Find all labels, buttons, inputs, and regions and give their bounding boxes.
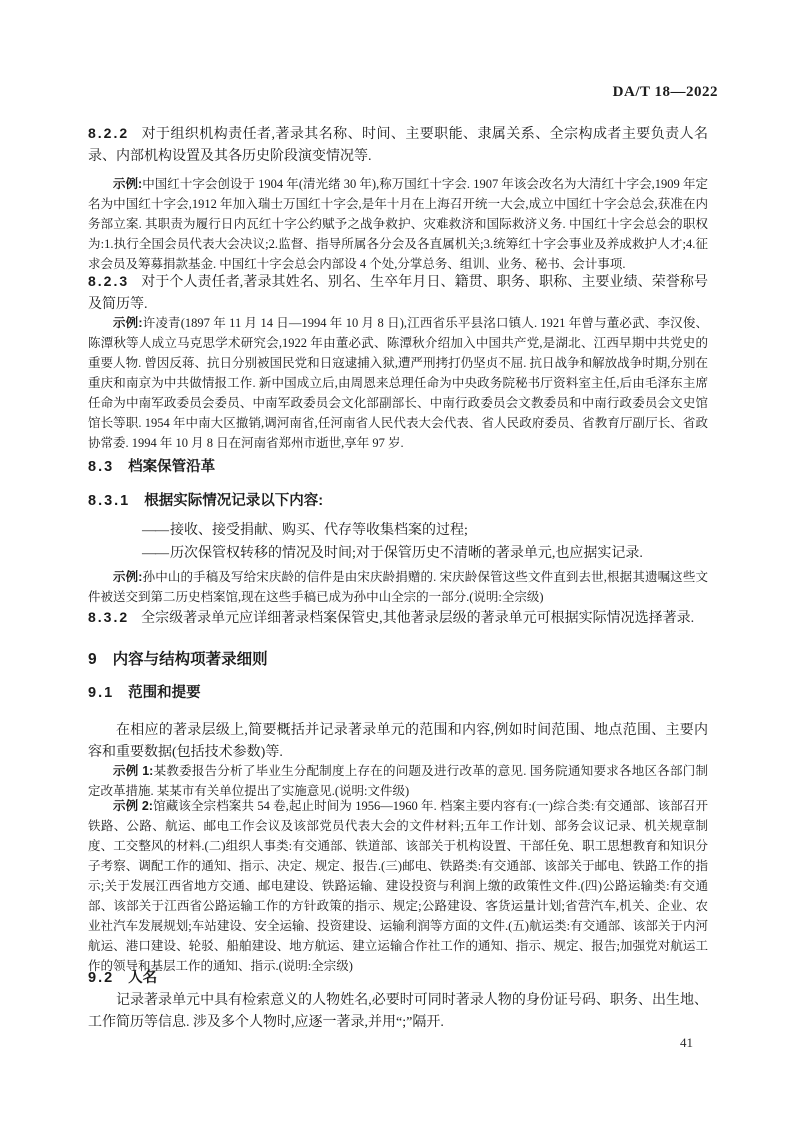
list-item-text: 接收、接受捐献、购买、代存等收集档案的过程; — [170, 523, 468, 538]
heading-number: 8.3.1 — [88, 493, 131, 509]
heading-8-3 — [88, 457, 708, 477]
example-label: 示例: — [113, 570, 143, 584]
clause-text: 对于个人责任者,著录其姓名、别名、生卒年月日、籍贯、职务、职称、主要业绩、荣誉称号及简历等. — [88, 275, 708, 312]
paragraph-9-2: 记录著录单元中具有检索意义的人物姓名,必要时可同时著录人物的身份证号码、职务、出生地、工作简历等信息. 涉及多个人物时,应逐一著录,并用“;”隔开. — [88, 993, 708, 1030]
dash-glyph: —— — [142, 546, 168, 561]
clause-text: 对于组织机构责任者,著录其名称、时间、主要职能、隶属关系、全宗构成者主要负责人名录、内部机构设置及其各历史阶段演变情况等. — [88, 127, 708, 164]
example-9-1-1 — [88, 761, 708, 801]
example-8-3-1 — [88, 567, 708, 607]
example-text: 中国红十字会创设于 1904 年(清光绪 30 年),称万国红十字会. 1907 年该会改名为大清红十字会,1909 年定名为中国红十字会,1912 年加入瑞士万国红十字会,是年十月在上海召开统一大会,成立中国红十字会总会,获准在内务部立案. 其职责为履行日内瓦红十字公约赋予之战争救护、灾难救济和国际救济义务. 中国红十字会总会的职权为:1.执行全国会员代表大会决议;2.监督、指导所属各分会及各直属机关;3.统筹红十字会事业及养成救护人才;4.征求会员及筹募捐款基金. 中国红十字会总会内部设 4 个处,分掌总务、组训、业务、秘书、会计事项. — [88, 177, 708, 271]
example-label: 示例 1: — [113, 764, 154, 778]
example-text: 馆藏该全宗档案共 54 卷,起止时间为 1956—1960 年. 档案主要内容有:(一)综合类:有交通部、该部召开铁路、公路、航运、邮电工作会议及该部党员代表大会的文件材料;五年工作计划、部务会议记录、机关规章制度、工交整风的材料.(二)组织人事类:有交通部、铁道部、该部关于机构设置、干部任免、职工思想教育和知识分子考察、调配工作的通知、指示、决定、规定、报告.(三)邮电、铁路类:有交通部、该部关于邮电、铁路工作的指示;关于发展江西省地方交通、邮电建设、铁路运输、建设投资与利润上缴的政策性文件.(四)公路运输类:有交通部、该部关于江西省公路运输工作的方针政策的指示、规定;公路建设、客货运量计划;省营汽车,机关、企业、农业社汽车发展规划;车站建设、安全运输、投资建设、运输利润等方面的文件.(五)航运类:有交通部、该部关于内河航运、港口建设、轮驳、船舶建设、地方航运、建立运输合作社工作的通知、指示、规定、报告;加强党对航运工作的领导和基层工作的通知、指示.(说明:全宗级) — [88, 799, 708, 973]
page-number: 41 — [680, 1035, 693, 1050]
clause-number: 8.3.2 — [88, 609, 130, 625]
heading-title: 档案保管沿革 — [128, 459, 216, 475]
example-label: 示例: — [113, 177, 143, 191]
clause-8-2-2 — [88, 122, 708, 168]
example-8-2-2 — [88, 174, 708, 274]
example-label: 示例: — [113, 316, 143, 330]
example-text: 许凌青(1897 年 11 月 14 日—1994 年 10 月 8 日),江西省乐平县洺口镇人. 1921 年曾与董必武、李汉俊、陈潭秋等人成立马克思学术研究会,1922 年由董必武、陈潭秋介绍加入中国共产党,是湖北、江西早期中共党史的重要人物. 曾因反蒋、抗日分别被国民党和日寇逮捕入狱,遭严刑拷打仍坚贞不屈. 抗日战争和解放战争时期,分别在重庆和南京为中共做情报工作. 新中国成立后,由周恩来总理任命为中央政务院秘书厅资料室主任,后由毛泽东主席任命为中南军政委员会委员、中南军政委员会文化部副部长、中南行政委员会文教委员和中南行政委员会文史馆馆长等职. 1954 年中南大区撤销,调河南省,任河南省人民代表大会代表、省人民政府委员、省教育厅副厅长、省政协常委. 1994 年 10 月 8 日在河南省郑州市逝世,享年 97 岁. — [88, 316, 708, 450]
clause-8-2-3 — [88, 270, 708, 316]
clause-text: 全宗级著录单元应详细著录档案保管史,其他著录层级的著录单元可根据实际情况选择著录. — [141, 611, 695, 626]
list-item-2 — [88, 543, 708, 565]
paragraph-9-1: 在相应的著录层级上,简要概括并记录著录单元的范围和内容,例如时间范围、地点范围、主要内容和重要数据(包括技术参数)等. — [88, 723, 708, 760]
heading-title: 人名 — [128, 970, 158, 986]
heading-title: 根据实际情况记录以下内容: — [144, 493, 324, 509]
list-item-text: 历次保管权转移的情况及时间;对于保管历史不清晰的著录单元,也应据实记录. — [170, 546, 643, 561]
dash-glyph: —— — [142, 523, 168, 538]
example-8-2-3 — [88, 313, 708, 453]
heading-number: 9.2 — [88, 970, 115, 986]
example-text: 孙中山的手稿及写给宋庆龄的信件是由宋庆龄捐赠的. 宋庆龄保管这些文件直到去世,根据其遗嘱这些文件被送交到第二历史档案馆,现在这些手稿已成为孙中山全宗的一部分.(说明:全宗级) — [88, 570, 708, 604]
document-body — [88, 0, 708, 1034]
heading-number: 9.1 — [88, 685, 115, 701]
heading-title: 范围和提要 — [128, 685, 201, 701]
example-9-1-2 — [88, 796, 708, 976]
example-label: 示例 2: — [113, 799, 153, 813]
standard-code-header: DA/T 18—2022 — [612, 84, 718, 100]
list-item-1 — [88, 520, 708, 542]
clause-number: 8.2.2 — [88, 125, 130, 141]
heading-9-1 — [88, 683, 708, 703]
chapter-9-heading — [88, 649, 708, 671]
heading-8-3-1 — [88, 491, 708, 511]
heading-number: 9 — [88, 651, 99, 668]
clause-number: 8.2.3 — [88, 273, 130, 289]
clause-8-3-2 — [88, 606, 708, 630]
heading-title: 内容与结构项著录细则 — [112, 651, 268, 668]
example-text: 某教委报告分析了毕业生分配制度上存在的问题及进行改革的意见. 国务院通知要求各地区各部门制定改革措施. 某某市有关单位提出了实施意见.(说明:文件级) — [88, 764, 708, 798]
heading-number: 8.3 — [88, 459, 115, 475]
